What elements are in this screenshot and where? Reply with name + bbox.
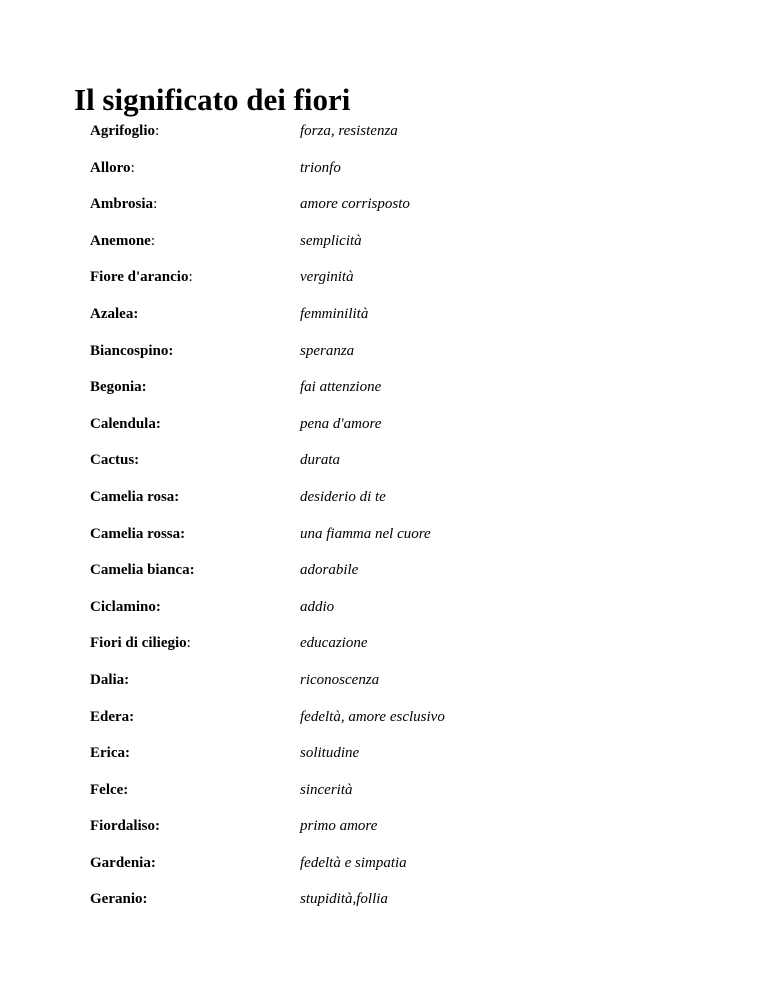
flower-name-bold: Begonia:: [90, 379, 147, 396]
flower-name: [90, 743, 130, 763]
flower-name: [90, 158, 135, 178]
flower-name-bold: Calendula:: [90, 415, 161, 432]
flower-name: [90, 633, 191, 653]
flower-name: [90, 487, 179, 507]
flower-meaning: sincerità: [300, 781, 353, 798]
flower-meaning: forza, resistenza: [300, 123, 398, 139]
flower-meaning: durata: [300, 452, 341, 469]
flower-row: [90, 633, 690, 670]
flower-name: [90, 194, 157, 214]
flower-name-bold: Fiori di ciliegio: [90, 635, 187, 652]
flower-name: [90, 670, 129, 690]
flower-name-colon: :: [150, 232, 155, 249]
flower-name-bold: Biancospino:: [90, 342, 174, 359]
flower-name: [90, 377, 147, 397]
flower-name: [90, 560, 195, 580]
flower-name-bold: Camelia bianca:: [90, 562, 195, 579]
flower-row: [90, 414, 690, 451]
flower-meaning: fedeltà e simpatia: [300, 854, 407, 871]
flower-name: [90, 341, 173, 361]
flower-name-bold: Fiore d'arancio: [90, 269, 189, 286]
flower-row: [90, 304, 690, 341]
flower-name-colon: :: [130, 159, 135, 176]
flower-name-bold: Edera:: [90, 708, 135, 725]
flower-name: [90, 780, 128, 800]
flower-name: [90, 414, 161, 434]
flower-row: [90, 121, 690, 158]
flower-name-bold: Camelia rossa:: [90, 525, 186, 542]
flower-name-bold: Ambrosia: [90, 196, 154, 213]
flower-name-colon: :: [153, 196, 158, 213]
flower-row: [90, 377, 690, 414]
flower-name-colon: :: [186, 635, 191, 652]
flower-row: [90, 450, 690, 487]
flower-row: [90, 670, 690, 707]
flower-row: [90, 853, 690, 890]
flower-name: [90, 707, 134, 727]
flower-row: [90, 707, 690, 744]
flower-name-bold: Fiordaliso:: [90, 818, 160, 835]
flower-meaning: amore corrisposto: [300, 196, 410, 213]
flower-row: [90, 267, 690, 304]
flower-name-colon: :: [188, 269, 193, 286]
flower-meaning: riconoscenza: [300, 671, 380, 688]
flower-row: [90, 743, 690, 780]
flower-row: [90, 524, 690, 561]
flower-meaning: semplicità: [300, 232, 362, 249]
flower-meaning: educazione: [300, 635, 368, 652]
flower-meaning: verginità: [300, 269, 354, 286]
flower-list: [90, 121, 690, 926]
flower-name: [90, 524, 185, 544]
flower-meaning: una fiamma nel cuore: [300, 525, 431, 542]
flower-row: [90, 560, 690, 597]
flower-name: [90, 597, 161, 617]
flower-row: [90, 889, 690, 926]
flower-name: [90, 231, 155, 251]
flower-name-bold: Anemone: [90, 232, 151, 249]
flower-name-bold: Cactus:: [90, 452, 140, 469]
flower-meaning: trionfo: [300, 159, 341, 176]
flower-meaning: fai attenzione: [300, 379, 382, 396]
flower-name-bold: Erica:: [90, 745, 130, 762]
flower-meaning: stupidità,follia: [300, 891, 388, 908]
flower-name-colon: :: [155, 123, 160, 139]
flower-meaning: speranza: [300, 342, 355, 359]
flower-name-bold: Alloro: [90, 159, 131, 176]
flower-name: [90, 816, 160, 836]
flower-row: [90, 341, 690, 378]
flower-name-bold: Geranio:: [90, 891, 148, 908]
flower-name: [90, 267, 193, 287]
flower-row: [90, 816, 690, 853]
flower-meaning: primo amore: [300, 818, 378, 835]
flower-row: [90, 194, 690, 231]
flower-row: [90, 231, 690, 268]
flower-meaning: adorabile: [300, 562, 359, 579]
flower-meaning: desiderio di te: [300, 488, 386, 505]
flower-meaning: solitudine: [300, 745, 360, 762]
flower-row: [90, 487, 690, 524]
flower-name: [90, 853, 156, 873]
flower-name: [90, 121, 159, 141]
flower-name: [90, 889, 148, 909]
flower-name-bold: Camelia rosa:: [90, 488, 180, 505]
flower-row: [90, 158, 690, 195]
flower-name-bold: Ciclamino:: [90, 598, 161, 615]
flower-name: [90, 450, 139, 470]
flower-meaning: femminilità: [300, 305, 369, 322]
flower-name-bold: Gardenia:: [90, 854, 156, 871]
flower-name-bold: Felce:: [90, 781, 129, 798]
flower-row: [90, 780, 690, 817]
flower-name-bold: Dalia:: [90, 671, 130, 688]
flower-name-bold: Agrifoglio: [90, 123, 155, 139]
flower-name-bold: Azalea:: [90, 305, 139, 322]
page-title: Il significato dei fiori: [74, 82, 351, 117]
flower-meaning: fedeltà, amore esclusivo: [300, 708, 445, 725]
flower-meaning: addio: [300, 598, 335, 615]
flower-row: [90, 597, 690, 634]
flower-meaning: pena d'amore: [300, 415, 382, 432]
flower-name: [90, 304, 138, 324]
